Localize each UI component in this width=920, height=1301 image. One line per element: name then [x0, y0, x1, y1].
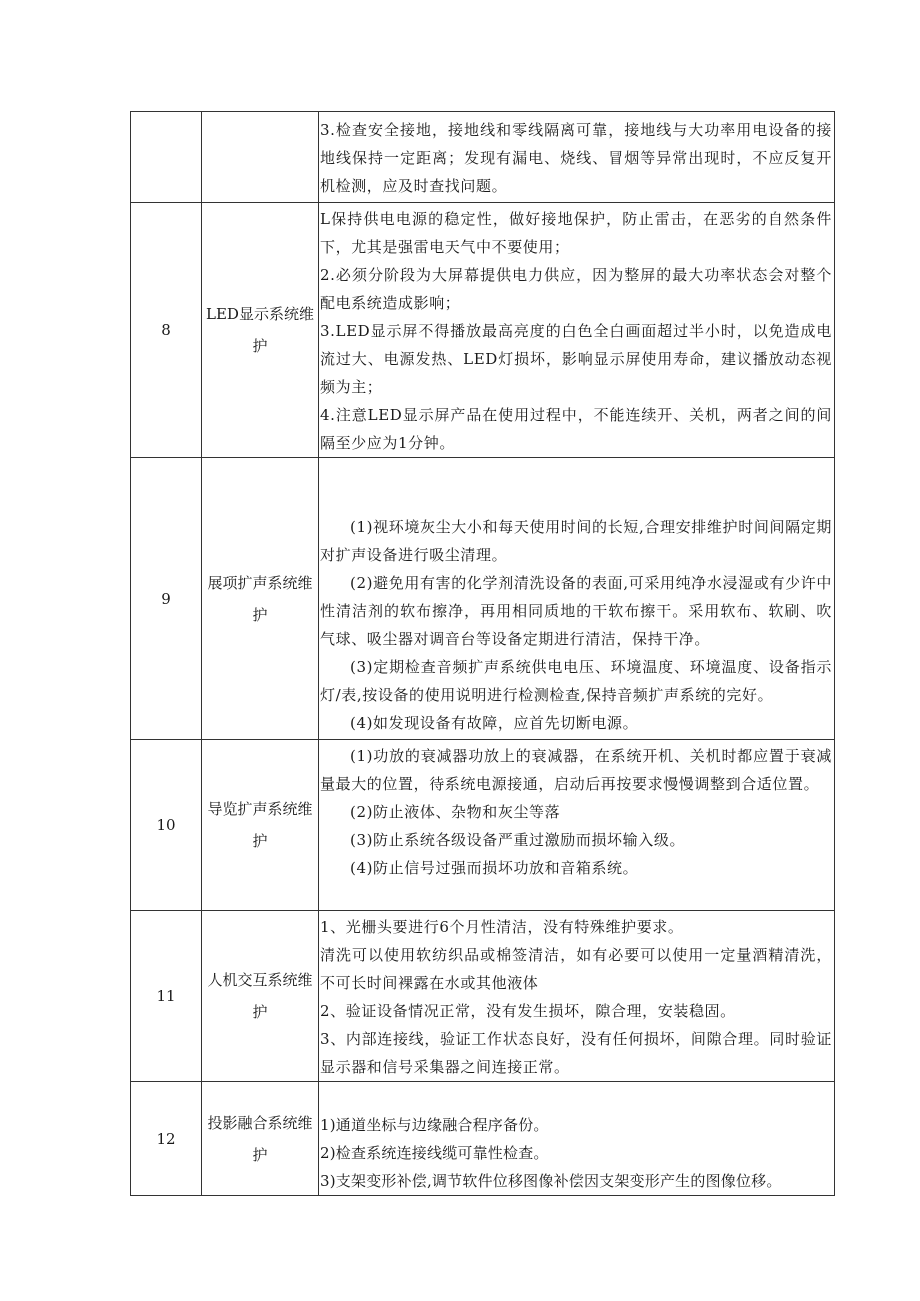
description-line: 3.LED显示屏不得播放最高亮度的白色全白画面超过半小时，以免造成电流过大、电源发热、LED灯损坏，影响显示屏使用寿命，建议播放动态视频为主； [320, 322, 832, 396]
table-row [131, 1082, 835, 1196]
table-row [131, 911, 835, 1082]
row-item-name-cell: 展项扩声系统维护 [202, 458, 319, 740]
description-line: (4)如发现设备有故障，应首先切断电源。 [350, 714, 639, 732]
description-line: (1)功放的衰减器功放上的衰减器，在系统开机、关机时都应置于衰减量最大的位置，待系统电源接通，启动后再按要求慢慢调整到合适位置。 [320, 747, 832, 793]
row-item-name-cell: 导览扩声系统维护 [202, 740, 319, 911]
row-description-cell [319, 1082, 835, 1196]
table-row [131, 203, 835, 458]
description-line: 1)通道坐标与边缘融合程序备份。 [320, 1116, 549, 1134]
row-number-cell: 9 [131, 458, 202, 740]
row-description-cell [319, 458, 835, 740]
description-line: 3)支架变形补偿,调节软件位移图像补偿因支架变形产生的图像位移。 [320, 1172, 782, 1190]
row-item-name-cell: LED显示系统维护 [202, 203, 319, 458]
row-description-cell [319, 911, 835, 1082]
description-line: (2)防止液体、杂物和灰尘等落 [350, 803, 561, 821]
row-number-cell: 11 [131, 911, 202, 1082]
description-line: (2)避免用有害的化学剂清洗设备的表面,可采用纯净水浸湿或有少许中性清洁剂的软布擦净，再用相同质地的干软布擦干。采用软布、软刷、吹气球、吸尘器对调音台等设备定期进行清洁，保持干净。 [320, 574, 832, 648]
description-line: (1)视环境灰尘大小和每天使用时间的长短,合理安排维护时间间隔定期对扩声设备进行吸尘清理。 [320, 518, 832, 564]
description-line: (3)定期检查音频扩声系统供电电压、环境温度、环境温度、设备指示灯/表,按设备的使用说明进行检测检查,保持音频扩声系统的完好。 [320, 658, 832, 704]
description-line: 2)检查系统连接线缆可靠性检查。 [320, 1144, 549, 1162]
table-row [131, 458, 835, 740]
row-item-name-cell: 人机交互系统维护 [202, 911, 319, 1082]
description-line: 清洗可以使用软纺织品或棉签清洁，如有必要可以使用一定量酒精清洗，不可长时间裸露在水或其他液体 [320, 946, 832, 992]
description-line: 2、验证设备情况正常，没有发生损坏，隙合理，安装稳固。 [320, 1002, 736, 1020]
row-description-cell [319, 740, 835, 911]
description-line: 1、光栅头要进行6个月性清洁，没有特殊维护要求。 [320, 918, 684, 936]
row-item-name-cell [202, 112, 319, 203]
row-number-cell [131, 112, 202, 203]
maintenance-table [130, 111, 835, 1196]
row-item-name-cell: 投影融合系统维护 [202, 1082, 319, 1196]
row-number-cell: 8 [131, 203, 202, 458]
description-line: 4.注意LED显示屏产品在使用过程中，不能连续开、关机，两者之间的间隔至少应为1分钟。 [320, 406, 832, 452]
row-number-cell: 12 [131, 1082, 202, 1196]
description-line: 3.检查安全接地，接地线和零线隔离可靠，接地线与大功率用电设备的接地线保持一定距离；发现有漏电、烧线、冒烟等异常出现时，不应反复开机检测，应及时查找问题。 [320, 121, 832, 195]
description-line: 2.必须分阶段为大屏幕提供电力供应，因为整屏的最大功率状态会对整个配电系统造成影响； [320, 266, 832, 312]
description-line: (3)防止系统各级设备严重过激励而损坏输入级。 [350, 831, 686, 849]
description-line: 3、内部连接线，验证工作状态良好，没有任何损坏，间隙合理。同时验证显示器和信号采集器之间连接正常。 [320, 1030, 832, 1076]
table-row [131, 112, 835, 203]
description-line: L保持供电电源的稳定性，做好接地保护，防止雷击，在恶劣的自然条件下，尤其是强雷电天气中不要使用； [320, 210, 832, 256]
description-line: (4)防止信号过强而损坏功放和音箱系统。 [350, 859, 639, 877]
row-description-cell [319, 203, 835, 458]
row-number-cell: 10 [131, 740, 202, 911]
table-row [131, 740, 835, 911]
row-description-cell [319, 112, 835, 203]
